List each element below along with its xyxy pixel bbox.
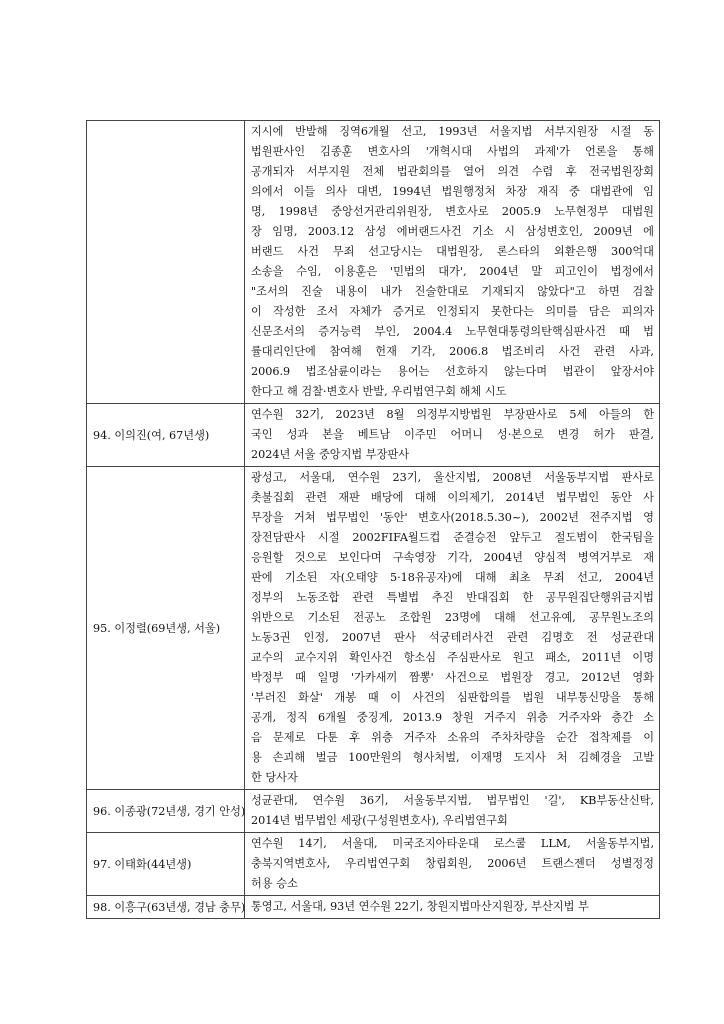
description-line: 공개, 정직 6개월 중징계, 2013.9 창원 거주지 위층 거주자와 층간 소 (251, 711, 654, 724)
description-line: 음 문제로 다툰 후 위층 거주자 소유의 주차차량을 순간 접착제를 이 (251, 731, 654, 744)
biography-table-body (87, 121, 660, 919)
description-line: 이 작성한 조서 자체가 증거로 인정되지 못한다는 의미를 담은 피의자 (251, 305, 654, 318)
table-row (87, 404, 660, 467)
description-line: 광성고, 서울대, 연수원 23기, 울산지법, 2008년 서울동부지법 판사로 (251, 471, 654, 484)
career-description-cell (245, 404, 660, 467)
person-name-cell (87, 790, 245, 833)
description-line: 소송을 수임, 이용훈은 '민법의 대가', 2004년 말 피고인이 법정에서 (251, 265, 654, 278)
description-line: 촛불집회 관련 재판 배당에 대해 이의제기, 2014년 법무법인 동안 사 (251, 491, 654, 504)
description-line: 명, 1998년 중앙선거관리위원장, 변호사로 2005.9 노무현정부 대법원 (251, 205, 654, 218)
description-line: 한다고 해 검찰·변호사 반발, 우리법연구회 해체 시도 (251, 385, 507, 398)
table-row (87, 790, 660, 833)
description-line: 국인 성과 본을 베트남 이주민 어머니 성·본으로 변경 허가 판결, (251, 428, 654, 441)
table-row (87, 896, 660, 919)
description-line: 한 당사자 (251, 771, 298, 784)
description-line: 버랜드 사건 무죄 선고당시는 대법원장, 론스타의 외환은행 300억대 (251, 245, 654, 258)
description-line: 판에 기소된 자(오태양 5·18유공자)에 대해 최초 무죄 선고, 2004년 (251, 571, 654, 584)
description-line: 무장을 거쳐 법무법인 '동안' 변호사(2018.5.30~), 2002년 전주지법 영 (251, 511, 654, 524)
person-name: 96. 이종광(72년생, 경기 안성) (93, 805, 246, 818)
description-line: "조서의 진술 내용이 내가 진술한대로 기재되지 않았다"고 하면 검찰 (251, 285, 654, 298)
description-line: 용 손괴해 벌금 100만원의 형사처벌, 이재명 도지사 처 김혜경을 고발 (251, 751, 654, 764)
person-name: 98. 이흥구(63년생, 경남 충무) (93, 901, 246, 914)
description-line: 2006.9 법조삼륜이라는 용어는 선호하지 않는다며 법관이 앞장서야 (251, 365, 654, 378)
description-line: 허용 승소 (251, 877, 298, 890)
person-name-cell (87, 833, 245, 896)
description-line: 장 임명, 2003.12 삼성 에버랜드사건 기소 시 삼성변호인, 2009년 에 (251, 225, 654, 238)
description-line: 신문조서의 증거능력 부인, 2004.4 노무현대통령의탄핵심판사건 때 법 (251, 325, 654, 338)
description-line: 장전담판사 시절 2002FIFA월드컵 준결승전 앞두고 절도범이 한국팀을 (251, 531, 654, 544)
description-line: 공개되자 서부지원 전체 법관회의를 열어 의견 수렴 후 전국법원장회 (251, 165, 654, 178)
table-row (87, 121, 660, 404)
description-line: 노동3권 인정, 2007년 판사 석궁테러사건 관련 김명호 전 성균관대 (251, 631, 654, 644)
person-name: 95. 이정렬(69년생, 서울) (93, 622, 221, 635)
description-line: 연수원 14기, 서울대, 미국조지아타운대 로스쿨 LLM, 서울동부지법, (251, 837, 654, 850)
person-name-cell (87, 404, 245, 467)
person-name: 97. 이태화(44년생) (93, 858, 192, 871)
description-line: 응원할 것으로 보인다며 구속영장 기각, 2004년 양심적 병역거부로 재 (251, 551, 654, 564)
table-row (87, 833, 660, 896)
person-name-cell (87, 467, 245, 790)
description-line: 률대리인단에 참여해 헌재 기각, 2006.8 법조비리 사건 관련 사과, (251, 345, 654, 358)
description-line: 법원판사인 김종훈 변호사의 '개혁시대 사법의 과제'가 언론을 통해 (251, 145, 654, 158)
description-line: 지시에 반발해 징역6개월 선고, 1993년 서울지법 서부지원장 시절 동 (251, 125, 654, 138)
career-description-cell (245, 790, 660, 833)
career-description-cell (245, 833, 660, 896)
description-line: 2024년 서울 중앙지법 부장판사 (251, 448, 410, 461)
description-line: 연수원 32기, 2023년 8월 의정부지방법원 부장판사로 5세 아들의 한 (251, 408, 654, 421)
description-line: 2014년 법무법인 세광(구성원변호사), 우리법연구회 (251, 814, 508, 827)
career-description-cell (245, 467, 660, 790)
description-line: 성균관대, 연수원 36기, 서울동부지법, 법무법인 '길', KB부동산신탁, (251, 794, 654, 807)
description-line: '부러진 화살' 개봉 때 이 사건의 심판합의를 법원 내부통신망을 통해 (251, 691, 654, 704)
career-description-cell (245, 896, 660, 919)
description-line: 정부의 노동조합 관련 특별법 추진 반대집회 한 공무원집단행위금지법 (251, 591, 654, 604)
person-name-cell (87, 121, 245, 404)
career-description-cell (245, 121, 660, 404)
person-name-cell (87, 896, 245, 919)
person-name: 94. 이의진(여, 67년생) (93, 429, 210, 442)
description-line: 의에서 이들 의사 대변, 1994년 법원행정처 차장 재직 중 대법관에 임 (251, 185, 654, 198)
description-line: 교수의 교수지위 확인사건 항소심 주심판사로 원고 패소, 2011년 이명 (251, 651, 654, 664)
table-row (87, 467, 660, 790)
description-line: 통영고, 서울대, 93년 연수원 22기, 창원지법마산지원장, 부산지법 부 (251, 900, 589, 913)
biography-table (86, 120, 660, 919)
description-line: 박정부 때 일명 '가카새끼 짬뽕' 사건으로 법원장 경고, 2012년 영화 (251, 671, 654, 684)
description-line: 위반으로 기소된 전공노 조합원 23명에 대해 선고유예, 공무원노조의 (251, 611, 654, 624)
description-line: 충북지역변호사, 우리법연구회 창립회원, 2006년 트랜스젠더 성별정정 (251, 857, 654, 870)
